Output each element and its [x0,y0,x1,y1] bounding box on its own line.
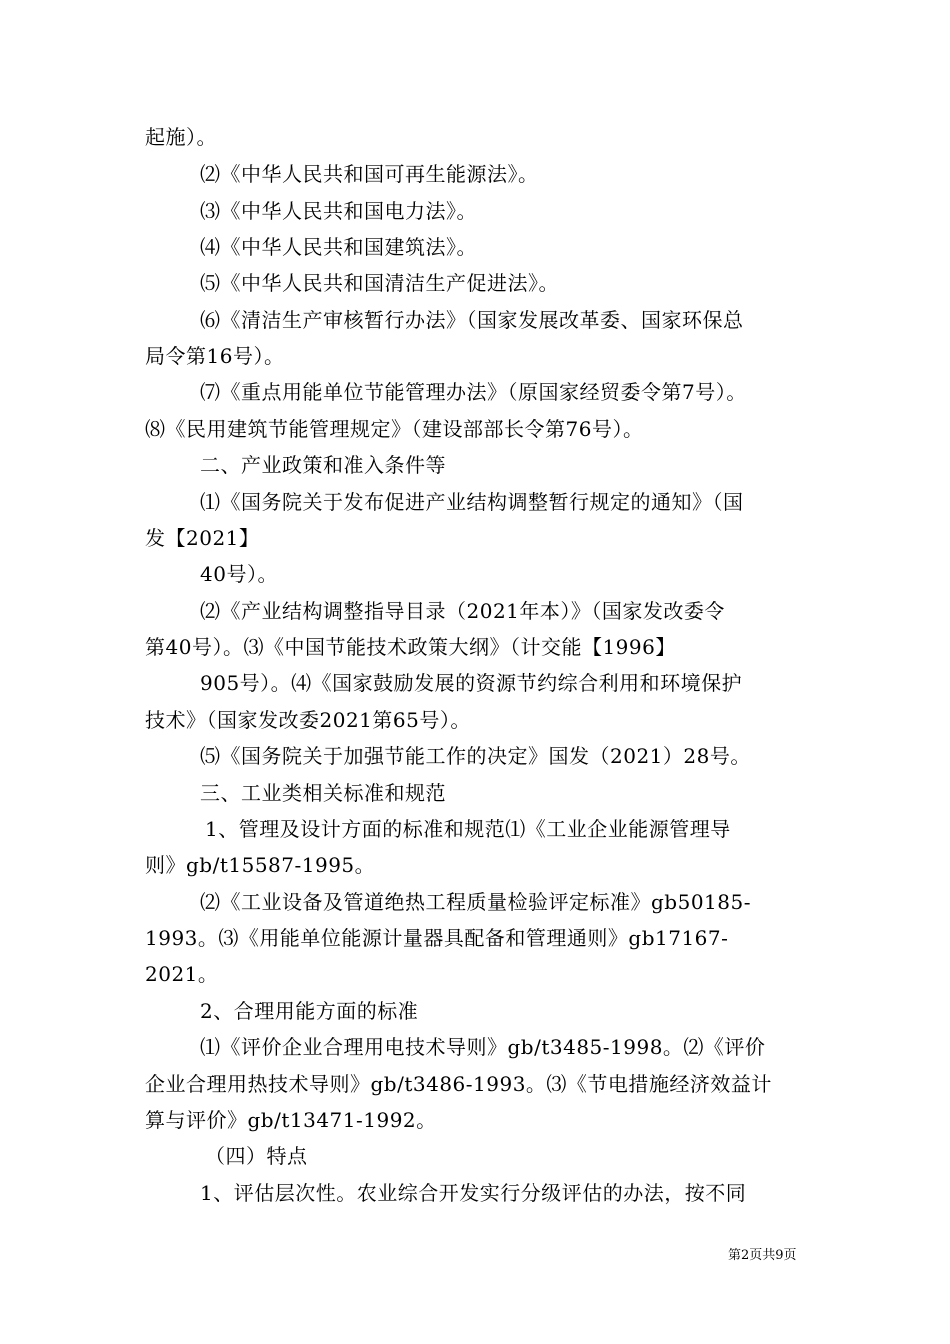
text-line: 905号）。⑷《国家鼓励发展的资源节约综合利用和环境保护 [200,671,743,695]
section-heading: （四）特点 [205,1144,308,1168]
text-line: ⑻《民用建筑节能管理规定》（建设部部长令第76号）。 [145,417,644,441]
text-line: 发【2021】 [145,526,260,550]
text-line: ⑵《工业设备及管道绝热工程质量检验评定标准》gb50185- [200,890,751,914]
text-line: ⑴《评价企业合理用电技术导则》gb/t3485-1998。⑵《评价 [200,1035,766,1059]
text-line: ⑺《重点用能单位节能管理办法》（原国家经贸委令第7号）。 [200,380,747,404]
text-line: 2、合理用能方面的标准 [200,999,419,1023]
text-line: ⑵《产业结构调整指导目录（2021年本）》（国家发改委令 [200,599,725,623]
text-line: 2021。 [145,962,219,986]
text-line: 起施）。 [145,125,217,149]
text-line: 局令第16号）。 [145,344,285,368]
text-line: 40号）。 [200,562,278,586]
text-line: ⑷《中华人民共和国建筑法》。 [200,235,477,259]
text-line: ⑸《国务院关于加强节能工作的决定》国发（2021）28号。 [200,744,751,768]
text-line: 1993。⑶《用能单位能源计量器具配备和管理通则》gb17167- [145,926,729,950]
text-line: 技术》（国家发改委2021第65号）。 [145,708,471,732]
text-line: 1、管理及设计方面的标准和规范⑴《工业企业能源管理导 [205,817,731,841]
text-line: ⑹《清洁生产审核暂行办法》（国家发展改革委、国家环保总 [200,308,744,332]
text-line: ⑴《国务院关于发布促进产业结构调整暂行规定的通知》（国 [200,490,744,514]
text-line: 则》gb/t15587-1995。 [145,853,376,877]
text-line: 算与评价》gb/t13471-1992。 [145,1108,437,1132]
section-heading: 二、产业政策和准入条件等 [200,453,446,477]
text-line: ⑶《中华人民共和国电力法》。 [200,199,477,223]
text-line: ⑸《中华人民共和国清洁生产促进法》。 [200,271,559,295]
text-line: ⑵《中华人民共和国可再生能源法》。 [200,162,539,186]
text-line: 企业合理用热技术导则》gb/t3486-1993。⑶《节电措施经济效益计 [145,1072,772,1096]
page-number: 第2页共9页 [728,1248,797,1263]
text-line: 1、评估层次性。农业综合开发实行分级评估的办法，按不同 [200,1181,747,1205]
section-heading: 三、工业类相关标准和规范 [200,781,446,805]
text-line: 第40号）。⑶《中国节能技术政策大纲》（计交能【1996】 [145,635,676,659]
